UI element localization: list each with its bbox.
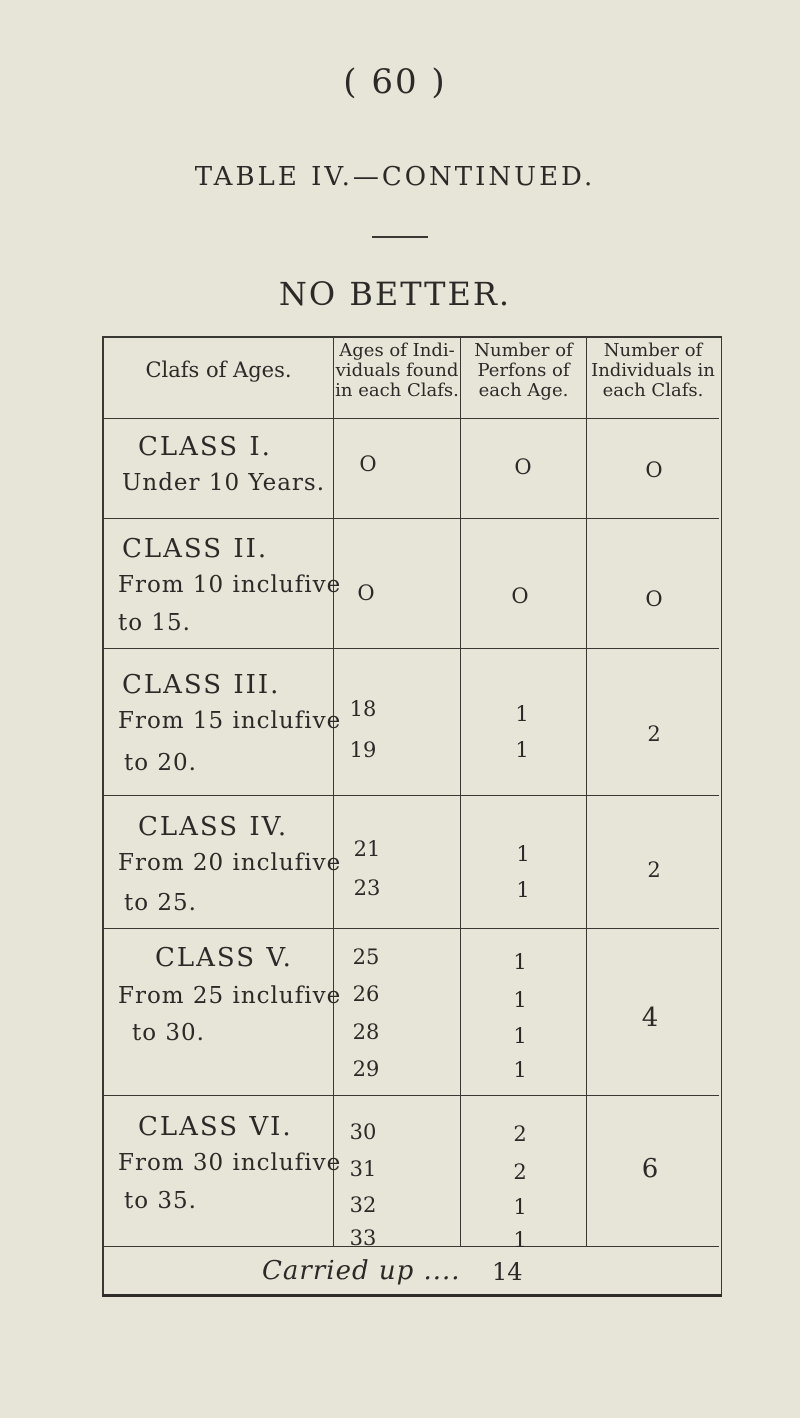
class-description: to 20. (124, 750, 197, 776)
header-rule (104, 418, 719, 419)
persons-value: 1 (515, 738, 529, 762)
header-class-of-ages: Clafs of Ages. (145, 358, 292, 382)
class-description: to 25. (124, 890, 197, 916)
row-divider (104, 1246, 719, 1247)
persons-value: O (511, 584, 529, 608)
column-divider (333, 338, 334, 1246)
carried-up-value: 14 (492, 1258, 523, 1286)
persons-value: 1 (513, 1195, 527, 1219)
class-description: to 30. (132, 1020, 205, 1046)
age-value: 25 (352, 945, 380, 969)
class-description: to 15. (118, 610, 191, 636)
table-bottom-rule (102, 1294, 722, 1297)
age-value: 32 (349, 1193, 377, 1217)
header-persons-each-age: Number of Perfons of each Age. (474, 340, 573, 401)
class-description: From 10 inclufive (118, 572, 342, 598)
class-description: From 15 inclufive (118, 708, 342, 734)
class-description: From 30 inclufive (118, 1150, 342, 1176)
age-value: 18 (349, 697, 377, 721)
class-total: 6 (641, 1154, 659, 1184)
row-divider (104, 928, 719, 929)
class-total: O (645, 458, 663, 482)
class-description: From 25 inclufive (118, 983, 342, 1009)
age-value: O (357, 581, 375, 605)
class-total: 2 (647, 858, 661, 882)
page-number: ( 60 ) (343, 62, 447, 102)
row-divider (104, 518, 719, 519)
row-divider (104, 1095, 719, 1096)
age-value: 29 (352, 1057, 380, 1081)
persons-value: 1 (516, 842, 530, 866)
class-total: 2 (647, 722, 661, 746)
carried-up-label: Carried up .... (262, 1256, 461, 1286)
class-description: Under 10 Years. (122, 470, 326, 496)
persons-value: 1 (513, 1024, 527, 1048)
class-total: O (645, 587, 663, 611)
class-name: CLASS V. (155, 943, 293, 973)
class-name: CLASS VI. (138, 1112, 293, 1142)
persons-value: 1 (513, 1228, 527, 1252)
persons-value: 1 (515, 702, 529, 726)
age-value: 31 (349, 1157, 377, 1181)
column-divider (586, 338, 587, 1246)
persons-value: 2 (513, 1122, 527, 1146)
persons-value: O (514, 455, 532, 479)
class-description: to 35. (124, 1188, 197, 1214)
class-description: From 20 inclufive (118, 850, 342, 876)
age-value: 23 (353, 876, 381, 900)
class-name: CLASS II. (122, 534, 269, 564)
age-value: 33 (349, 1226, 377, 1250)
row-divider (104, 648, 719, 649)
persons-value: 1 (513, 988, 527, 1012)
age-value: 21 (353, 837, 381, 861)
persons-value: 1 (513, 1058, 527, 1082)
header-individuals-each-class: Number of Individuals in each Clafs. (591, 340, 715, 401)
class-total: 4 (641, 1003, 659, 1033)
age-value: 28 (352, 1020, 380, 1044)
section-title: NO BETTER. (278, 275, 512, 313)
header-ages-found: Ages of Indi- viduals found in each Clafs. (335, 340, 459, 401)
class-name: CLASS IV. (138, 812, 289, 842)
column-divider (460, 338, 461, 1246)
age-value: 19 (349, 738, 377, 762)
class-name: CLASS I. (138, 432, 272, 462)
persons-value: 1 (513, 950, 527, 974)
persons-value: 2 (513, 1160, 527, 1184)
row-divider (104, 795, 719, 796)
age-value: 26 (352, 982, 380, 1006)
table-title: TABLE IV.—CONTINUED. (194, 162, 596, 192)
class-name: CLASS III. (122, 670, 281, 700)
age-value: 30 (349, 1120, 377, 1144)
age-value: O (359, 452, 377, 476)
title-rule (372, 236, 428, 238)
persons-value: 1 (516, 878, 530, 902)
